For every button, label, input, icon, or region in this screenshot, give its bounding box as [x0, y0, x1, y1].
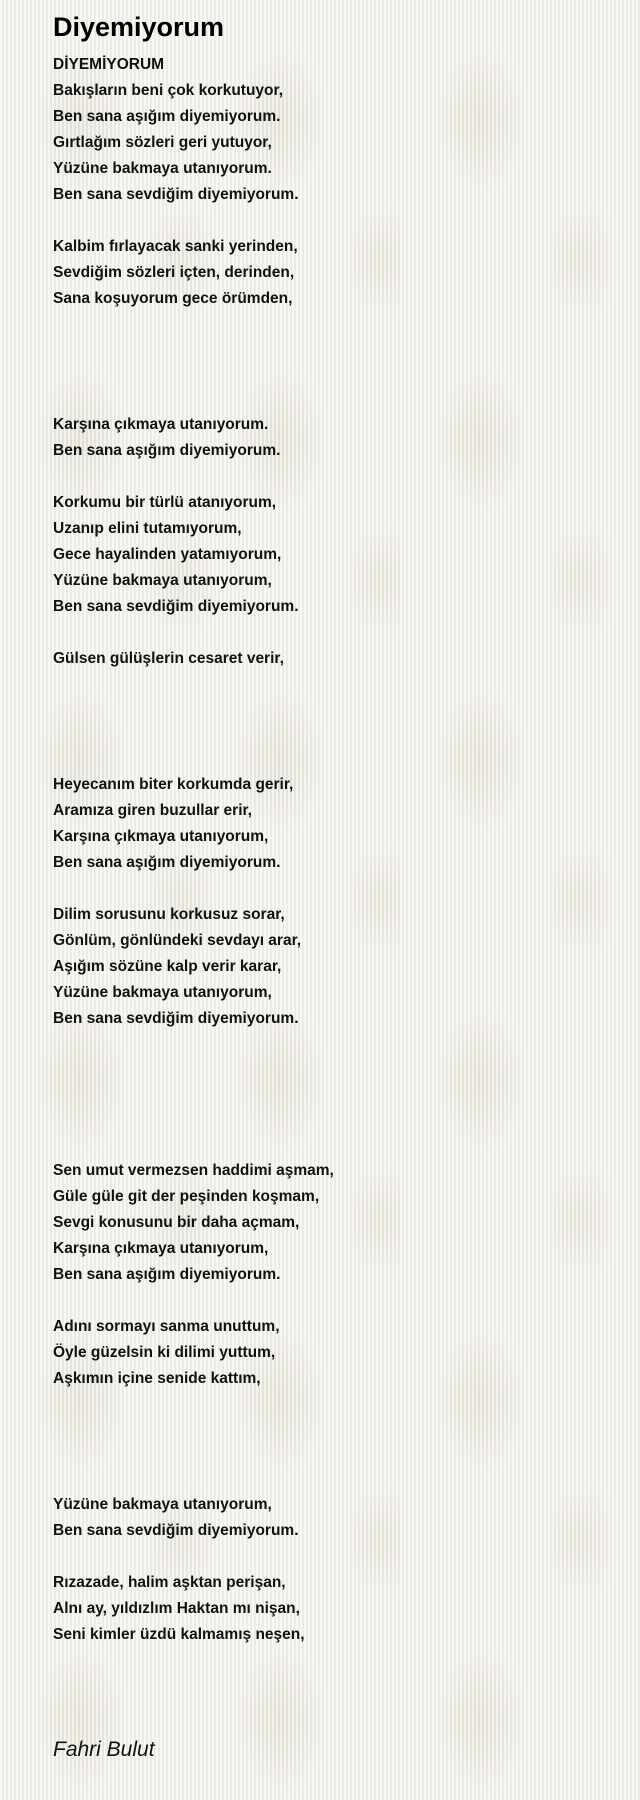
poem-line: Rızazade, halim aşktan perişan, — [53, 1574, 286, 1591]
poem-line: Yüzüne bakmaya utanıyorum. — [53, 160, 272, 177]
poem-line: Adını sormayı sanma unuttum, — [53, 1318, 280, 1335]
poem-container — [53, 12, 613, 1648]
poem-line: Karşına çıkmaya utanıyorum, — [53, 1240, 269, 1257]
poem-line: Ben sana sevdiğim diyemiyorum. — [53, 1010, 299, 1027]
poem-line: Öyle güzelsin ki dilimi yuttum, — [53, 1344, 276, 1361]
poem-line: Karşına çıkmaya utanıyorum. — [53, 416, 269, 433]
stanza-gap — [53, 208, 613, 234]
stanza-gap — [53, 312, 613, 412]
stanza-gap — [53, 620, 613, 646]
poem-line: Yüzüne bakmaya utanıyorum, — [53, 572, 272, 589]
poem-line: Seni kimler üzdü kalmamış neşen, — [53, 1626, 305, 1643]
stanza-gap — [53, 1392, 613, 1492]
poem-line: Ben sana aşığım diyemiyorum. — [53, 1266, 281, 1283]
stanza-gap — [53, 1544, 613, 1570]
poem-line: Ben sana aşığım diyemiyorum. — [53, 854, 281, 871]
poem-line: Ben sana sevdiğim diyemiyorum. — [53, 598, 299, 615]
poem-line: Ben sana aşığım diyemiyorum. — [53, 442, 281, 459]
poem-line: Gece hayalinden yatamıyorum, — [53, 546, 282, 563]
poem-line: Gönlüm, gönlündeki sevdayı arar, — [53, 932, 302, 949]
poem-line: Uzanıp elini tutamıyorum, — [53, 520, 242, 537]
poem-line: Bakışların beni çok korkutuyor, — [53, 82, 283, 99]
poem-line: Kalbim fırlayacak sanki yerinden, — [53, 238, 298, 255]
stanza-gap — [53, 464, 613, 490]
poem-line: Ben sana sevdiğim diyemiyorum. — [53, 186, 299, 203]
page-title: Diyemiyorum — [53, 12, 225, 42]
stanza-gap — [53, 876, 613, 902]
poem-line: Gırtlağım sözleri geri yutuyor, — [53, 134, 272, 151]
poem-line: Sana koşuyorum gece örümden, — [53, 290, 293, 307]
poem-line: Sevgi konusunu bir daha açmam, — [53, 1214, 300, 1231]
poem-heading: DİYEMİYORUM — [53, 56, 165, 73]
poem-line: Yüzüne bakmaya utanıyorum, — [53, 1496, 272, 1513]
poem-line: Gülsen gülüşlerin cesaret verir, — [53, 650, 284, 667]
poem-line: Güle güle git der peşinden koşmam, — [53, 1188, 320, 1205]
poem-line: Korkumu bir türlü atanıyorum, — [53, 494, 277, 511]
poem-line: Alnı ay, yıldızlım Haktan mı nişan, — [53, 1600, 300, 1617]
poem-line: Dilim sorusunu korkusuz sorar, — [53, 906, 285, 923]
stanza-gap — [53, 1288, 613, 1314]
poem-line: Sen umut vermezsen haddimi aşmam, — [53, 1162, 334, 1179]
author-name: Fahri Bulut — [53, 1738, 155, 1761]
poem-line: Aşkımın içine senide kattım, — [53, 1370, 261, 1387]
poem-line: Aramıza giren buzullar erir, — [53, 802, 252, 819]
poem-line: Yüzüne bakmaya utanıyorum, — [53, 984, 272, 1001]
poem-line: Ben sana sevdiğim diyemiyorum. — [53, 1522, 299, 1539]
poem-line: Aşığım sözüne kalp verir karar, — [53, 958, 282, 975]
poem-body — [53, 52, 613, 1648]
stanza-gap — [53, 1032, 613, 1158]
poem-line: Karşına çıkmaya utanıyorum, — [53, 828, 269, 845]
poem-line: Heyecanım biter korkumda gerir, — [53, 776, 294, 793]
poem-line: Ben sana aşığım diyemiyorum. — [53, 108, 281, 125]
poem-line: Sevdiğim sözleri içten, derinden, — [53, 264, 295, 281]
stanza-gap — [53, 672, 613, 772]
